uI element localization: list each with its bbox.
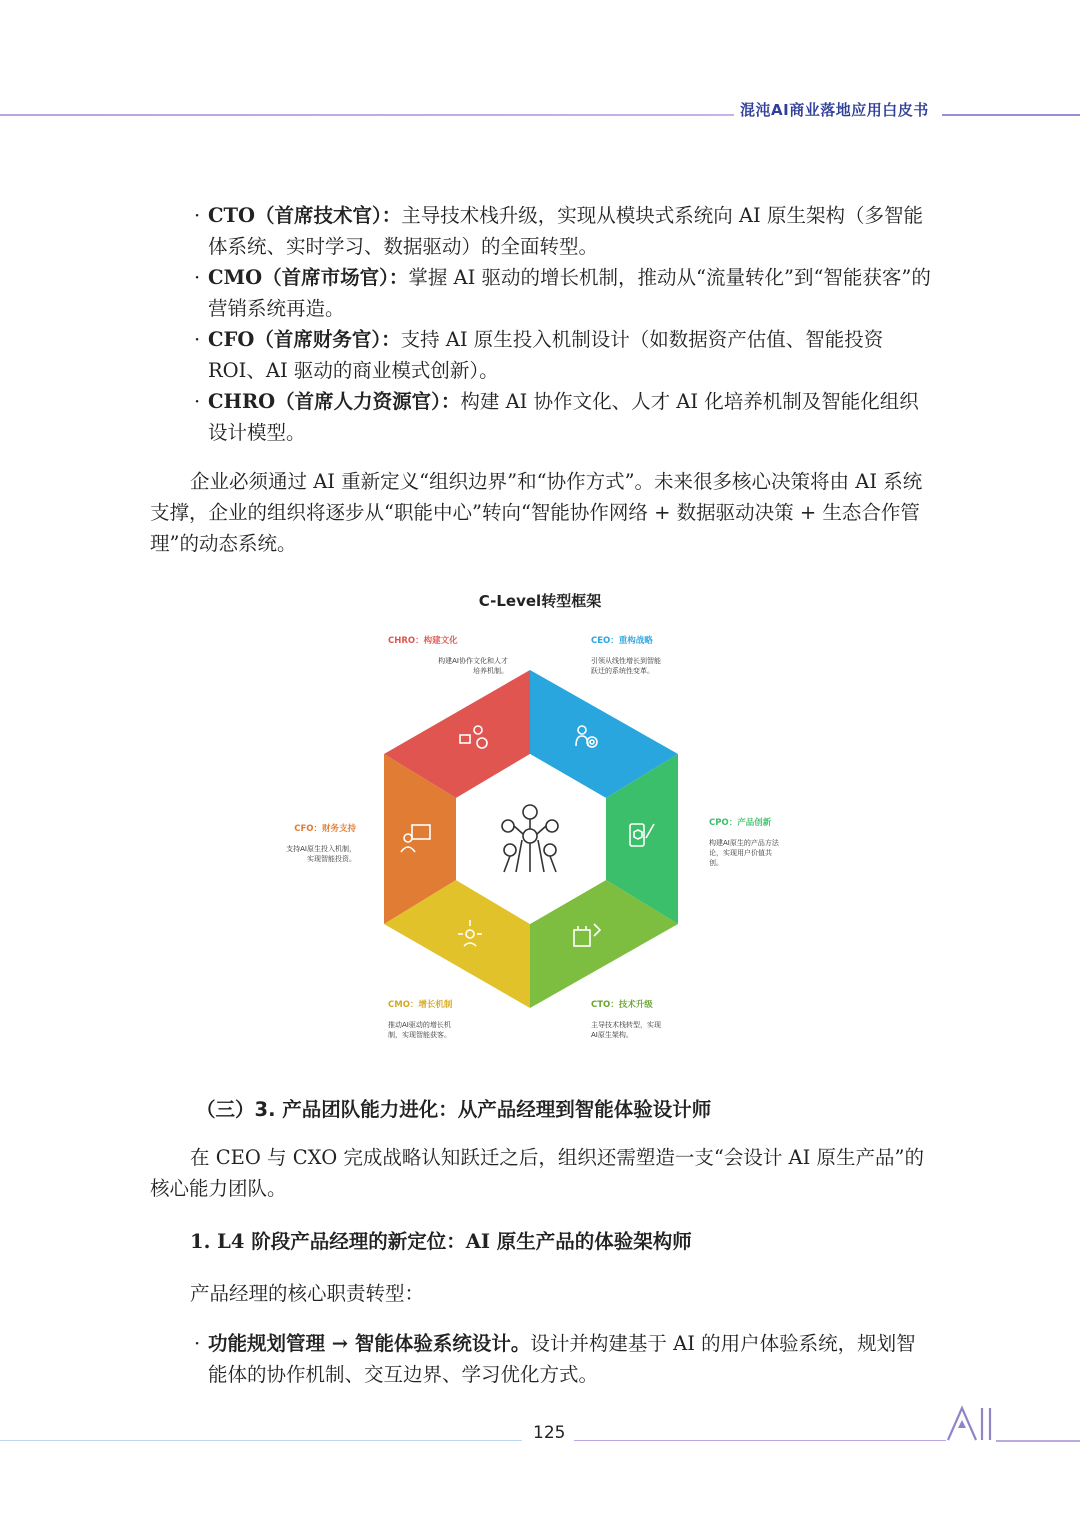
bullet-chro xyxy=(150,386,935,448)
label-desc xyxy=(388,1020,508,1040)
paragraph-org: 企业必须通过 AI 重新定义“组织边界”和“协作方式”。未来很多核心决策将由 AI 系统支撑，企业的组织将逐步从“职能中心”转向“智能协作网络 + 数据驱动决策 + 生态合作管理”的动态系统。 xyxy=(150,470,923,555)
label-cto xyxy=(591,998,711,1040)
label-title: CPO：产品创新 xyxy=(709,818,772,828)
footer-rule-right xyxy=(996,1440,1080,1442)
footer-rule-left xyxy=(0,1440,522,1441)
bullet-role: CMO（首席市场官）： xyxy=(208,266,409,289)
bullet-dot: · xyxy=(194,1332,201,1355)
section-heading: （三）3. 产品团队能力进化：从产品经理到智能体验设计师 xyxy=(196,1098,712,1121)
page-number: 125 xyxy=(533,1423,566,1443)
label-ceo xyxy=(591,634,711,676)
label-cpo xyxy=(709,816,819,868)
c-level-framework-figure xyxy=(260,590,820,1050)
bullet-text: 主导技术栈升级，实现从模块式系统向 AI 原生架构（多智能体系统、实时学习、数据驱动）的全面转型。 xyxy=(208,204,923,258)
label-title: CHRO：构建文化 xyxy=(388,636,458,646)
label-desc xyxy=(709,838,819,868)
label-desc xyxy=(591,1020,711,1040)
label-desc xyxy=(260,844,356,864)
bullet-role: 功能规划管理 → 智能体验系统设计。 xyxy=(208,1332,531,1355)
bullet-text: 设计并构建基于 AI 的用户体验系统，规划智能体的协作机制、交互边界、学习优化方式。 xyxy=(208,1332,916,1386)
desc-line: 构建AI协作文化和人才 xyxy=(438,657,508,665)
label-cfo xyxy=(260,822,356,864)
footer-rule-mid xyxy=(574,1440,946,1441)
desc-line: 培养机制。 xyxy=(473,667,508,675)
bullet-role: CHRO（首席人力资源官）： xyxy=(208,390,461,413)
header-rule-left xyxy=(0,114,734,116)
label-desc xyxy=(591,656,711,676)
paragraph-team: 在 CEO 与 CXO 完成战略认知跃迁之后，组织还需塑造一支“会设计 AI 原生产品”的核心能力团队。 xyxy=(150,1146,925,1200)
logo-text: AI xyxy=(956,1434,958,1435)
desc-line: 支持AI原生投入机制， xyxy=(286,845,356,853)
desc-line: 引领从线性增长到智能 xyxy=(591,657,661,665)
bullet-dot: · xyxy=(194,204,201,227)
bullet-text: 支持 AI 原生投入机制设计（如数据资产估值、智能投资 ROI、AI 驱动的商业模式创新）。 xyxy=(208,328,884,382)
bullet-dot: · xyxy=(194,266,201,289)
paragraph-duty: 产品经理的核心职责转型： xyxy=(190,1282,425,1305)
main-content xyxy=(150,200,935,559)
label-desc xyxy=(388,656,508,676)
ai-logo xyxy=(946,1404,998,1442)
desc-line: AI原生架构。 xyxy=(591,1031,633,1039)
header-rule-right xyxy=(942,114,1080,116)
desc-line: 推动AI驱动的增长机 xyxy=(388,1021,451,1029)
desc-line: 主导技术栈转型，实现 xyxy=(591,1021,661,1029)
bullet-experience xyxy=(150,1328,935,1390)
label-cmo xyxy=(388,998,508,1040)
desc-line: 创。 xyxy=(709,859,723,867)
bullet-text: 掌握 AI 驱动的增长机制，推动从“流量转化”到“智能获客”的营销系统再造。 xyxy=(208,266,931,320)
bullet-text: 构建 AI 协作文化、人才 AI 化培养机制及智能化组织设计模型。 xyxy=(208,390,919,444)
bullet-role: CTO（首席技术官）： xyxy=(208,204,402,227)
bullet-cto xyxy=(150,200,935,262)
bullet-cmo xyxy=(150,262,935,324)
header-title: 混沌AI商业落地应用白皮书 xyxy=(740,101,929,119)
bullet-dot: · xyxy=(194,390,201,413)
label-chro xyxy=(388,634,508,676)
desc-line: 实现智能投资。 xyxy=(307,855,356,863)
label-title: CFO：财务支持 xyxy=(294,824,356,834)
label-title: CEO：重构战略 xyxy=(591,636,653,646)
label-title: CMO：增长机制 xyxy=(388,1000,453,1010)
desc-line: 制，实现智能获客。 xyxy=(388,1031,451,1039)
desc-line: 构建AI原生的产品方法 xyxy=(709,839,779,847)
label-title: CTO：技术升级 xyxy=(591,1000,653,1010)
figure-title: C-Level转型框架 xyxy=(478,592,602,610)
bullet-role: CFO（首席财务官）： xyxy=(208,328,401,351)
bullet-dot: · xyxy=(194,328,201,351)
subheading: 1. L4 阶段产品经理的新定位：AI 原生产品的体验架构师 xyxy=(190,1230,692,1253)
desc-line: 跃迁的系统性变革。 xyxy=(591,667,654,675)
desc-line: 论，实现用户价值共 xyxy=(709,849,772,857)
bullet-cfo xyxy=(150,324,935,386)
